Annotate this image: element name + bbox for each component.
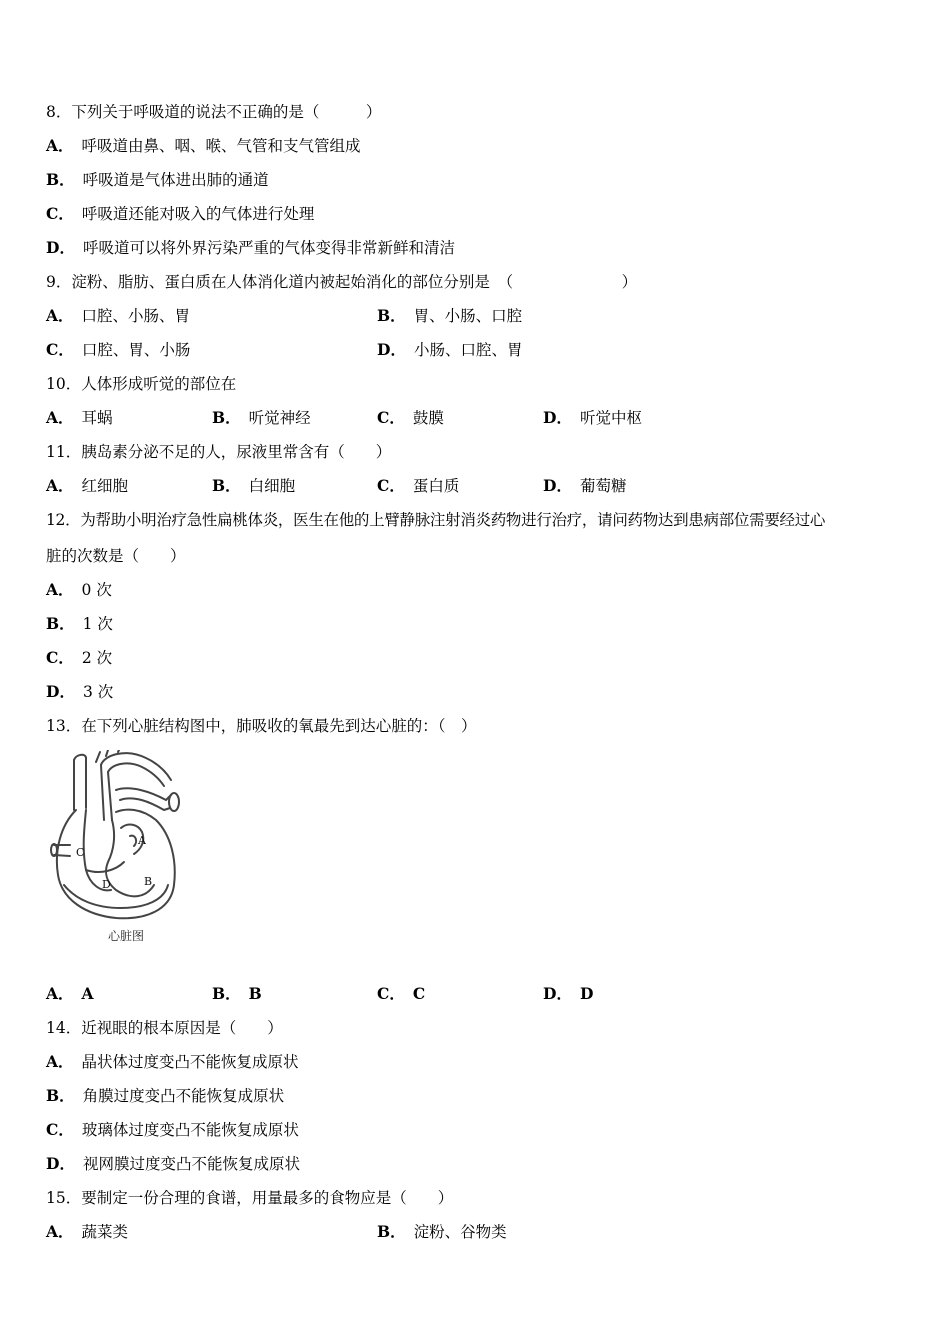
question-15-stem: 15．要制定一份合理的食谱，用量最多的食物应是（ ） [46,1189,454,1207]
heart-label-a: A [138,834,146,847]
heart-label-d: D [102,878,111,891]
question-10-option-c: C． 鼓膜 [377,408,444,427]
heart-diagram [46,750,196,945]
question-9-option-b: B． 胃、小肠、口腔 [377,306,523,325]
question-14-option-d: D． 视网膜过度变凸不能恢复成原状 [46,1154,300,1173]
question-11-option-a: A． 红细胞 [46,476,129,495]
question-8-stem: 8．下列关于呼吸道的说法不正确的是（ ） [46,103,382,121]
question-9-stem: 9．淀粉、脂肪、蛋白质在人体消化道内被起始消化的部位分别是 （ ） [46,273,638,291]
question-13-option-c: C． C [377,984,426,1003]
question-9-option-c: C． 口腔、胃、小肠 [46,340,191,359]
question-15-option-b: B． 淀粉、谷物类 [377,1222,507,1241]
question-10-option-b: B． 听觉神经 [212,408,311,427]
question-14-option-c: C． 玻璃体过度变凸不能恢复成原状 [46,1120,299,1139]
question-14-option-a: A． 晶状体过度变凸不能恢复成原状 [46,1052,299,1071]
question-11-option-d: D． 葡萄糖 [543,476,627,495]
question-8-option-b: B． 呼吸道是气体进出肺的通道 [46,170,269,189]
heart-label-c: C [76,846,85,859]
question-15-option-a: A． 蔬菜类 [46,1222,129,1241]
question-13-option-d: D． D [543,984,594,1003]
question-10-option-d: D． 听觉中枢 [543,408,642,427]
heart-label-b: B [144,875,153,888]
question-12-stem-line-1: 12．为帮助小明治疗急性扁桃体炎，医生在他的上臂静脉注射消炎药物进行治疗，请问药物达到患病部位需要经过心 [46,511,826,529]
question-12-option-a: A． 0 次 [46,580,112,599]
question-11-option-c: C． 蛋白质 [377,476,460,495]
question-12-option-c: C． 2 次 [46,648,113,667]
question-10-option-a: A． 耳蜗 [46,408,113,427]
heart-caption: 心脏图 [108,929,145,943]
question-9-option-a: A． 口腔、小肠、胃 [46,306,191,325]
question-8-option-a: A． 呼吸道由鼻、咽、喉、气管和支气管组成 [46,136,361,155]
question-14-option-b: B． 角膜过度变凸不能恢复成原状 [46,1086,285,1105]
question-9-option-d: D． 小肠、口腔、胃 [377,340,523,359]
question-8-option-c: C． 呼吸道还能对吸入的气体进行处理 [46,204,315,223]
question-8-option-d: D． 呼吸道可以将外界污染严重的气体变得非常新鲜和清洁 [46,238,455,257]
question-13-option-b: B． B [212,984,262,1003]
question-12-option-b: B． 1 次 [46,614,113,633]
question-12-option-d: D． 3 次 [46,682,114,701]
question-13-option-a: A． A [46,984,94,1003]
question-11-stem: 11．胰岛素分泌不足的人，尿液里常含有（ ） [46,443,392,461]
question-10-stem: 10．人体形成听觉的部位在 [46,375,237,393]
question-11-option-b: B． 白细胞 [212,476,296,495]
question-14-stem: 14．近视眼的根本原因是（ ） [46,1019,283,1037]
question-13-stem: 13．在下列心脏结构图中，肺吸收的氧最先到达心脏的：（ ） [46,717,477,735]
question-12-stem-line-2: 脏的次数是（ ） [46,547,186,565]
